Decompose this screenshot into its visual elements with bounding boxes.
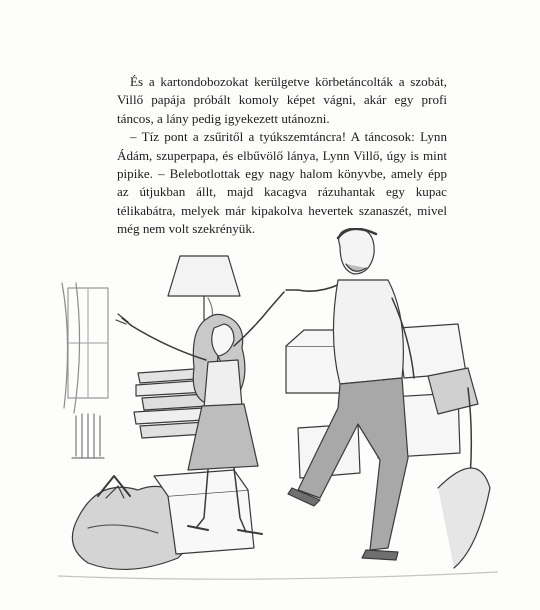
father-figure (286, 228, 414, 560)
paragraph-dance: És a kartondobozokat kerülgetve körbetáncolták a szobát, Villő papája próbált komoly képet vágni, akár egy profi táncos, a lány pedig igyekezett utánozni. (117, 74, 447, 126)
dancing-illustration (58, 228, 498, 600)
story-text (117, 73, 447, 239)
paragraph-jury: – Tíz pont a zsűritől a tyúkszemtáncra! A táncosok: Lynn Ádám, szuperpapa, és elbűvölő lánya, Lynn Villő, úgy is mint pipike. – Belebotlottak egy nagy halom könyvbe, amely épp az útjukban állt, majd kacagva rázuhantak egy kupac télikabátra, melyek már kipakolva hevertek szanaszét, mivel még nem volt szekrényük. (117, 129, 447, 237)
radiator-icon (72, 414, 104, 458)
window-icon (62, 283, 108, 413)
floor-line (58, 572, 498, 579)
broom-icon (428, 368, 490, 568)
